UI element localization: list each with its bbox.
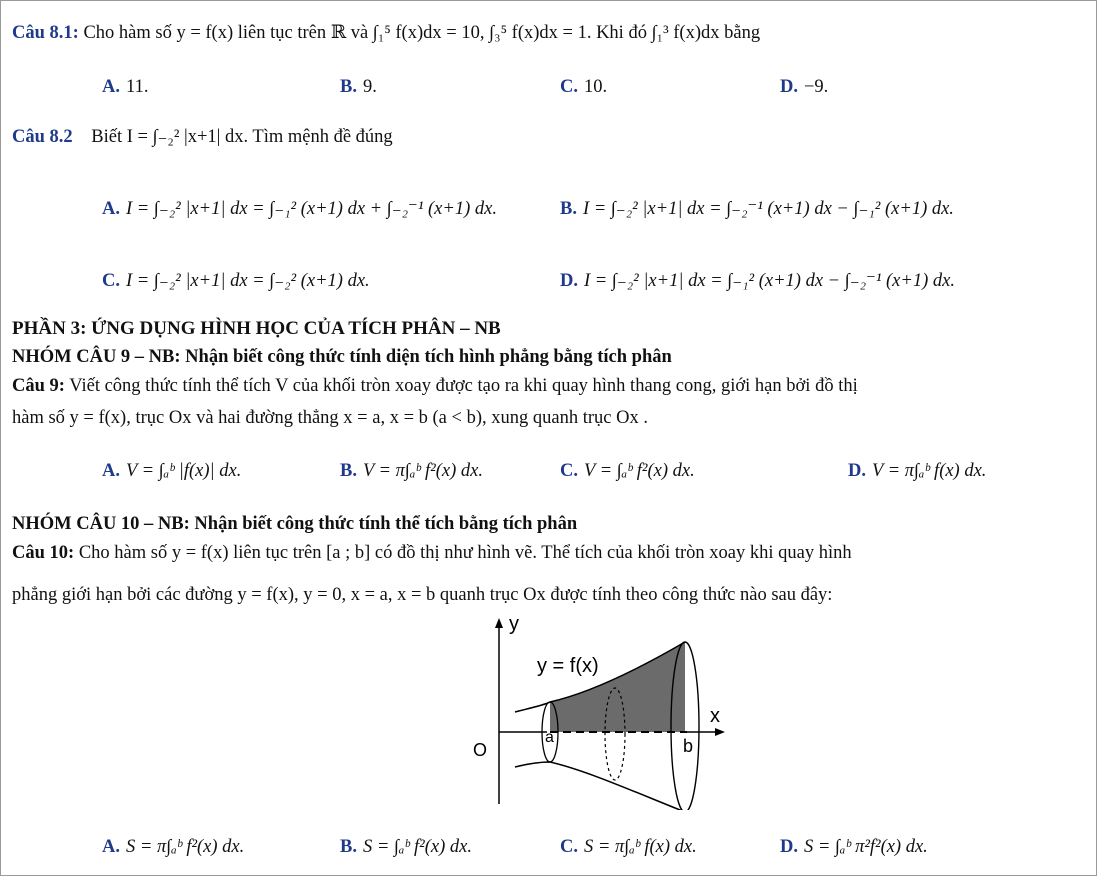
- q10-option-a[interactable]: A. S = π∫ₐᵇ f²(x) dx.: [102, 837, 245, 857]
- q82-option-d[interactable]: D. I = ∫₋₂² |x+1| dx = ∫₋₁² (x+1) dx − ∫₋₂⁻¹ (x+1) dx.: [560, 271, 955, 291]
- q82-option-b[interactable]: B. I = ∫₋₂² |x+1| dx = ∫₋₂⁻¹ (x+1) dx − ∫₋₁² (x+1) dx.: [560, 199, 954, 219]
- q81-option-c[interactable]: C. 10.: [560, 77, 608, 97]
- origin-label: O: [473, 740, 488, 760]
- group10-heading: NHÓM CÂU 10 – NB: Nhận biết công thức tính thể tích bằng tích phân: [12, 514, 578, 534]
- q9-stem-line1: [12, 376, 858, 397]
- q81-text: Cho hàm số y = f(x) liên tục trên ℝ và ∫₁⁵ f(x)dx = 10, ∫₃⁵ f(x)dx = 1. Khi đó ∫₁³ f(x)dx bằng: [83, 23, 761, 43]
- q10-text-1: Cho hàm số y = f(x) liên tục trên [a ; b] có đồ thị như hình vẽ. Thể tích của khối tròn xoay khi quay hình: [78, 543, 852, 563]
- q81-stem: [12, 22, 760, 44]
- q82-option-a[interactable]: A. I = ∫₋₂² |x+1| dx = ∫₋₁² (x+1) dx + ∫₋₂⁻¹ (x+1) dx.: [102, 199, 497, 219]
- x-label: x: [710, 705, 720, 727]
- y-label: y: [509, 613, 519, 635]
- q10-label: Câu 10:: [12, 543, 75, 563]
- curve-lower: [515, 762, 685, 810]
- q10-option-d[interactable]: D. S = ∫ₐᵇ π²f²(x) dx.: [780, 837, 928, 857]
- q9-option-c[interactable]: C. V = ∫ₐᵇ f²(x) dx.: [560, 461, 695, 481]
- curve-label: y = f(x): [537, 655, 599, 677]
- q81-option-d[interactable]: D. −9.: [780, 77, 829, 97]
- a-label: a: [545, 729, 554, 746]
- q82-stem: [12, 126, 393, 148]
- part3-heading: PHẦN 3: ỨNG DỤNG HÌNH HỌC CỦA TÍCH PHÂN – NB: [12, 318, 501, 339]
- q10-option-c[interactable]: C. S = π∫ₐᵇ f(x) dx.: [560, 837, 697, 857]
- q81-option-a[interactable]: A. 11.: [102, 77, 149, 97]
- q82-text: Biết I = ∫₋₂² |x+1| dx. Tìm mệnh đề đúng: [91, 127, 393, 147]
- q82-label: Câu 8.2: [12, 127, 73, 147]
- solid-of-revolution-figure: [455, 612, 745, 810]
- x-axis-arrow: [715, 728, 725, 736]
- q9-stem-line2: hàm số y = f(x), trục Ox và hai đường thẳng x = a, x = b (a < b), xung quanh trục Ox .: [12, 408, 648, 428]
- q81-label: Câu 8.1:: [12, 23, 79, 43]
- q10-stem-line1: [12, 543, 852, 564]
- q81-option-b[interactable]: B. 9.: [340, 77, 377, 97]
- b-label: b: [683, 736, 694, 756]
- q82-option-c[interactable]: C. I = ∫₋₂² |x+1| dx = ∫₋₂² (x+1) dx.: [102, 271, 370, 291]
- q10-stem-line2: phẳng giới hạn bởi các đường y = f(x), y = 0, x = a, x = b quanh trục Ox được tính theo công thức nào sau đây:: [12, 585, 833, 605]
- q9-option-b[interactable]: B. V = π∫ₐᵇ f²(x) dx.: [340, 461, 483, 481]
- q9-option-a[interactable]: A. V = ∫ₐᵇ |f(x)| dx.: [102, 461, 242, 481]
- y-axis-arrow: [495, 618, 503, 628]
- q10-option-b[interactable]: B. S = ∫ₐᵇ f²(x) dx.: [340, 837, 472, 857]
- group9-heading: NHÓM CÂU 9 – NB: Nhận biết công thức tính diện tích hình phẳng bằng tích phân: [12, 347, 672, 367]
- q9-option-d[interactable]: D. V = π∫ₐᵇ f(x) dx.: [848, 461, 987, 481]
- q9-text-1: Viết công thức tính thể tích V của khối tròn xoay được tạo ra khi quay hình thang cong, giới hạn bởi đồ thị: [69, 376, 858, 396]
- q9-label: Câu 9:: [12, 376, 65, 396]
